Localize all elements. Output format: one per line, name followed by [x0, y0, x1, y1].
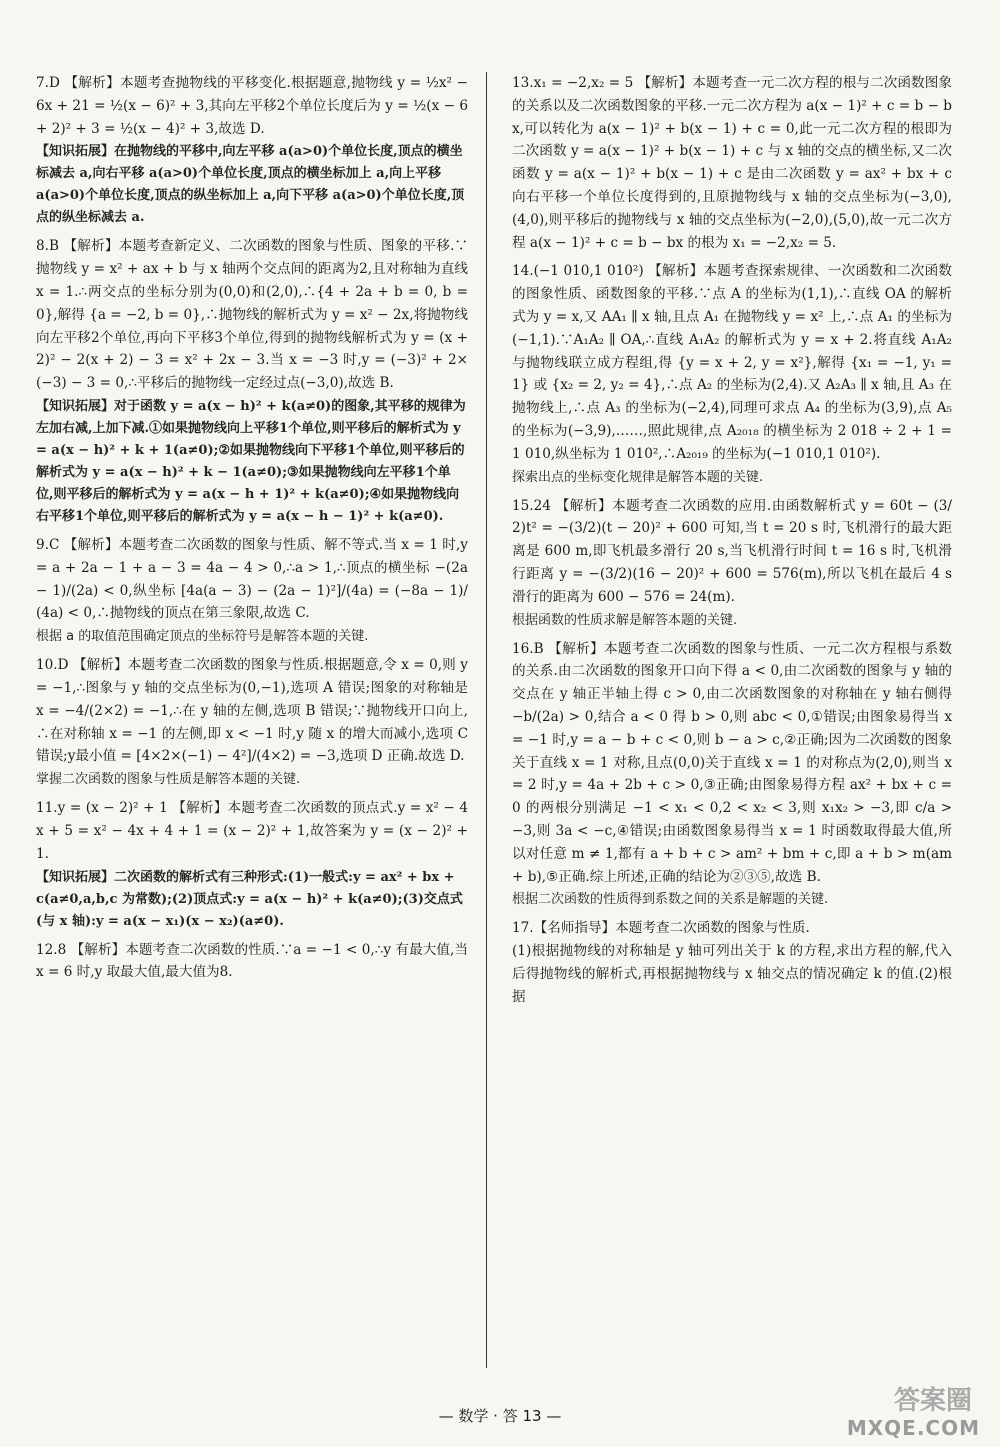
answer-15: [512, 495, 952, 632]
answer-9-note: 根据 a 的取值范围确定顶点的坐标符号是解答本题的关键.: [36, 629, 369, 645]
answer-7-note: 【知识拓展】在抛物线的平移中,向左平移 a(a>0)个单位长度,顶点的横坐标减去 a,向右平移 a(a>0)个单位长度,顶点的横坐标加上 a,向上平移 a(a>0)个单位长度,顶点的纵坐标加上 a,向下平移 a(a>0)个单位长度,顶点的纵坐标减去 a.: [36, 144, 465, 226]
answer-12: [36, 939, 468, 985]
answer-16: [512, 638, 952, 912]
answer-17: [512, 917, 952, 1008]
answer-17-text: 17.【名师指导】本题考查二次函数的图象与性质.: [512, 920, 810, 937]
answer-9-text: 9.C 【解析】本题考查二次函数的图象与性质、解不等式.当 x = 1 时,y = a + 2a − 1 + a − 3 = 4a − 4 > 0,∴a > 1,∴顶点的横坐标 −(2a − 1)/(2a) < 0,纵坐标 [4a(a − 3) − (2a − 1)²]/(4a) = (−8a − 1)/(4a) < 0,∴抛物线的顶点在第三象限,故选 C.: [36, 536, 468, 622]
answer-11: [36, 797, 468, 932]
column-divider: [486, 72, 487, 1368]
answer-11-note: 【知识拓展】二次函数的解析式有三种形式:(1)一般式:y = ax² + bx + c(a≠0,a,b,c 为常数);(2)顶点式:y = a(x − h)² + k(a≠0);(3)交点式(与 x 轴):y = a(x − x₁)(x − x₂)(a≠0).: [36, 869, 463, 929]
answer-10: [36, 654, 468, 791]
answer-14: [512, 260, 952, 488]
answer-10-text: 10.D 【解析】本题考查二次函数的图象与性质.根据题意,令 x = 0,则 y = −1,∴图象与 y 轴的交点坐标为(0,−1),选项 A 错误;图象的对称轴是 x = −4/(2×2) = −1,∴在 y 轴的左侧,选项 B 错误;∵抛物线开口向上,∴在对称轴 x = −1 的左侧,即 x < −1 时,y 随 x 的增大而减小,选项 C 错误;y最小值 = [4×2×(−1) − 4²]/(4×2) = −3,选项 D 正确.故选 D.: [36, 657, 468, 765]
answer-14-text: 14.(−1 010,1 010²) 【解析】本题考查探索规律、一次函数和二次函数的图象性质、函数图象的平移.∵点 A 的坐标为(1,1),∴直线 OA 的解析式为 y = x,又 AA₁ ∥ x 轴,且点 A₁ 在抛物线 y = x² 上,∴点 A₁ 的坐标为(−1,1).∵A₁A₂ ∥ OA,∴直线 A₁A₂ 的解析式为 y = x + 2.将直线 A₁A₂ 与抛物线联立成方程组,得 {y = x + 2, y = x²},解得 {x₁ = −1, y₁ = 1} 或 {x₂ = 2, y₂ = 4},∴点 A₂ 的坐标为(2,4).又 A₂A₃ ∥ x 轴,且 A₃ 在抛物线上,∴点 A₃ 的坐标为(−2,4),同理可求点 A₄ 的坐标为(3,9),点 A₅ 的坐标为(−3,9),……,照此规律,点 A₂₀₁₈ 的横坐标为 2 018 ÷ 2 + 1 = 1 010,纵坐标为 1 010²,∴A₂₀₁₉ 的坐标为(−1 010,1 010²).: [512, 263, 952, 462]
answer-12-text: 12.8 【解析】本题考查二次函数的性质.∵a = −1 < 0,∴y 有最大值,当 x = 6 时,y 取最大值,最大值为8.: [36, 941, 468, 981]
right-column: [512, 72, 952, 1014]
answer-11-text: 11.y = (x − 2)² + 1 【解析】本题考查二次函数的顶点式.y = x² − 4x + 5 = x² − 4x + 4 + 1 = (x − 2)² + 1,故答案为 y = (x − 2)² + 1.: [36, 800, 468, 862]
watermark-title: 答案圈: [893, 1386, 972, 1416]
answer-7: [36, 72, 468, 229]
page-footer: — 数学 · 答 13 —: [438, 1407, 562, 1425]
answer-14-note: 探索出点的坐标变化规律是解答本题的关键.: [512, 469, 764, 485]
left-column: [36, 72, 468, 990]
answer-13-text: 13.x₁ = −2,x₂ = 5 【解析】本题考查一元二次方程的根与二次函数图象的关系以及二次函数图象的平移.一元二次方程为 a(x − 1)² + c = b − bx,可以转化为 a(x − 1)² + b(x − 1) + c = 0,此一元二次方程的根即为二次函数 y = a(x − 1)² + b(x − 1) + c 与 x 轴的交点的横坐标,又二次函数 y = a(x − 1)² + b(x − 1) + c 是由二次函数 y = ax² + bx + c 向右平移一个单位长度得到的,且原抛物线与 x 轴的交点坐标为(−3,0),(4,0),则平移后的抛物线与 x 轴的交点坐标为(−2,0),(5,0),故一元二次方程 a(x − 1)² + c = b − bx 的根为 x₁ = −2,x₂ = 5.: [512, 75, 952, 251]
answer-16-text: 16.B 【解析】本题考查二次函数的图象与性质、一元二次方程根与系数的关系.由二次函数的图象开口向下得 a < 0,由二次函数的图象与 y 轴的交点在 y 轴正半轴上得 c > 0,由二次函数图象的对称轴在 y 轴右侧得 −b/(2a) > 0,结合 a < 0 得 b > 0,则 abc < 0,①错误;由图象易得当 x = −1 时,y = a − b + c < 0,则 b − a > c,②正确;因为二次函数的图象关于直线 x = 1 对称,且点(0,0)关于直线 x = 1 的对称点为(2,0),则当 x = 2 时,y = 4a + 2b + c > 0,③正确;由图象易得方程 ax² + bx + c = 0 的两根分别满足 −1 < x₁ < 0,2 < x₂ < 3,则 x₁x₂ > −3,即 c/a > −3,则 3a < −c,④错误;由函数图象易得当 x = 1 时函数取得最大值,所以对任意 m ≠ 1,都有 a + b + c > am² + bm + c,即 a + b > m(am + b),⑤正确.综上所述,正确的结论为②③⑤,故选 B.: [512, 640, 952, 885]
answer-9: [36, 534, 468, 648]
answer-8-text: 8.B 【解析】本题考查新定义、二次函数的图象与性质、图象的平移.∵抛物线 y = x² + ax + b 与 x 轴两个交点间的距离为2,且对称轴为直线 x = 1.∴两交点的坐标分别为(0,0)和(2,0),∴{4 + 2a + b = 0, b = 0},解得 {a = −2, b = 0},∴抛物线的解析式为 y = x² − 2x,将抛物线向左平移2个单位,再向下平移3个单位,得到的抛物线解析式为 y = (x + 2)² − 2(x + 2) − 3 = x² + 2x − 3.当 x = −3 时,y = (−3)² + 2×(−3) − 3 = 0,∴平移后的抛物线一定经过点(−3,0),故选 B.: [36, 238, 468, 392]
answer-13: [512, 72, 952, 254]
answer-8: [36, 235, 468, 528]
watermark-url: MXQE.COM: [846, 1416, 980, 1440]
answer-10-note: 掌握二次函数的图象与性质是解答本题的关键.: [36, 772, 301, 788]
answer-8-note: 【知识拓展】对于函数 y = a(x − h)² + k(a≠0)的图象,其平移的规律为左加右减,上加下减.①如果抛物线向上平移1个单位,则平移后的解析式为 y = a(x − h)² + k + 1(a≠0);②如果抛物线向下平移1个单位,则平移后的解析式为 y = a(x − h)² + k − 1(a≠0);③如果抛物线向左平移1个单位,则平移后的解析式为 y = a(x − h + 1)² + k(a≠0);④如果抛物线向右平移1个单位,则平移后的解析式为 y = a(x − h − 1)² + k(a≠0).: [36, 398, 466, 524]
answer-15-note: 根据函数的性质求解是解答本题的关键.: [512, 612, 738, 628]
answer-17-guide: (1)根据抛物线的对称轴是 y 轴可列出关于 k 的方程,求出方程的解,代入后得抛物线的解析式,再根据抛物线与 x 轴交点的情况确定 k 的值.(2)根据: [512, 943, 952, 1005]
answer-7-text: 7.D 【解析】本题考查抛物线的平移变化.根据题意,抛物线 y = ½x² − 6x + 21 = ½(x − 6)² + 3,其向左平移2个单位长度后为 y = ½(x − 6 + 2)² + 3 = ½(x − 4)² + 3,故选 D.: [36, 75, 468, 137]
answer-15-text: 15.24 【解析】本题考查二次函数的应用.由函数解析式 y = 60t − (3/2)t² = −(3/2)(t − 20)² + 600 可知,当 t = 20 s 时,飞机滑行的最大距离是 600 m,即飞机最多滑行 20 s,当飞机滑行时间 t = 16 s 时,飞机滑行距离 y = −(3/2)(16 − 20)² + 600 = 576(m),所以飞机在最后 4 s 滑行的距离为 600 − 576 = 24(m).: [512, 497, 952, 605]
answer-16-note: 根据二次函数的性质得到系数之间的关系是解题的关键.: [512, 892, 829, 908]
